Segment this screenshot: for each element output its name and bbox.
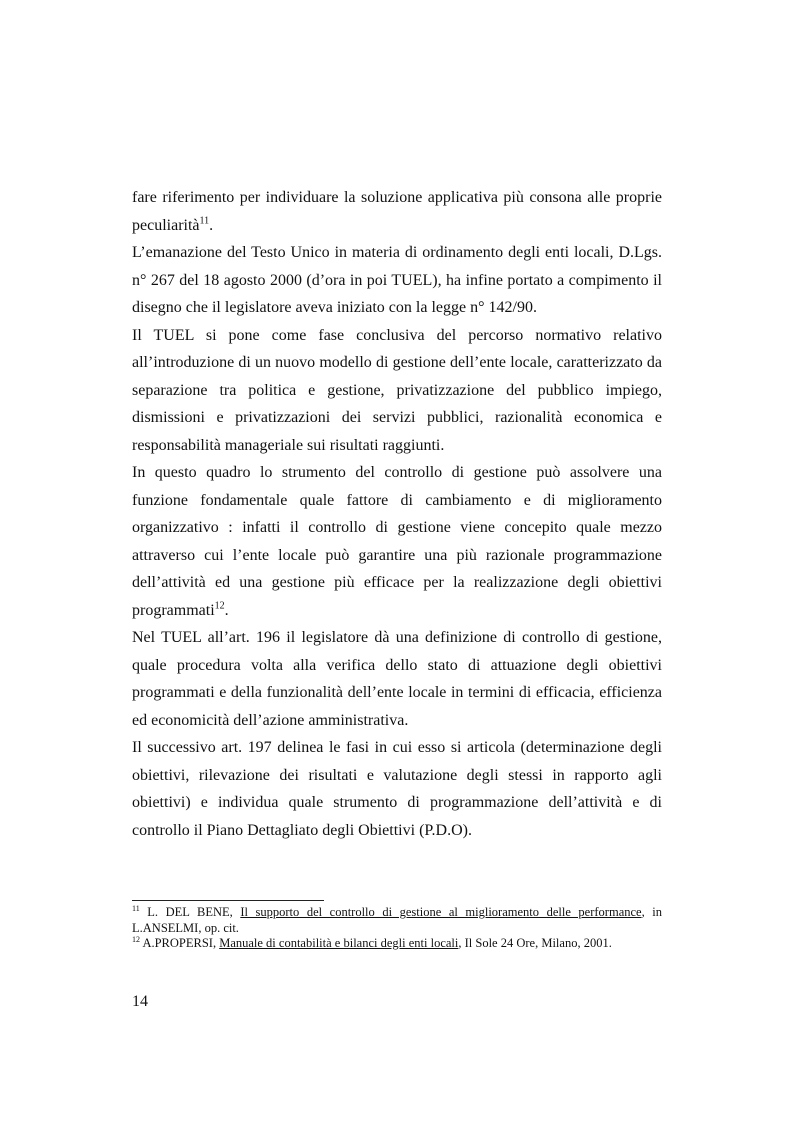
- paragraph-5: [132, 624, 662, 734]
- text-line: separazione tra politica e gestione, privatizzazione del pubblico impiego,: [132, 381, 662, 399]
- footnote-number: 12: [132, 934, 140, 944]
- paragraph-3: [132, 322, 662, 460]
- text-line: obiettivi) e individua quale strumento di programmazione dell’attività e di: [132, 794, 662, 811]
- footnote-title: Manuale di contabilità e bilanci degli enti locali: [219, 936, 459, 950]
- text-line: programmati e della funzionalità dell’ente locale in termini di efficacia, efficienza: [132, 684, 662, 701]
- text-line: Nel TUEL all’art. 196 il legislatore dà una definizione di controllo di gestione,: [132, 629, 662, 646]
- text-line: Il successivo art. 197 delinea le fasi in cui esso si articola (determinazione degli: [132, 739, 662, 756]
- paragraph-6: [132, 734, 662, 844]
- text-line: L’emanazione del Testo Unico in materia di ordinamento degli enti locali, D.Lgs.: [132, 244, 662, 261]
- page-number: 14: [132, 993, 148, 1010]
- footnote-11: [132, 905, 662, 921]
- footnote-ref-11[interactable]: 11: [199, 215, 210, 227]
- text-line: dell’attività ed una gestione più efficace per la realizzazione degli obiettivi: [132, 574, 662, 591]
- text-line: controllo il Piano Dettagliato degli Obiettivi (P.D.O).: [132, 821, 472, 839]
- footnote-separator: [132, 900, 324, 901]
- text-line: disegno che il legislatore aveva iniziato con la legge n° 142/90.: [132, 299, 537, 316]
- footnote-text: , in: [641, 905, 663, 919]
- text-line: Il TUEL si pone come fase conclusiva del percorso normativo relativo: [132, 326, 662, 344]
- text-line: obiettivi, rilevazione dei risultati e valutazione degli stessi in rapporto agli: [132, 766, 662, 784]
- text-line: programmati$^{12}$.: [132, 600, 229, 619]
- footnote-text: , Il Sole 24 Ore, Milano, 2001.: [458, 936, 612, 950]
- text-line: ed economicità dell’azione amministrativa.: [132, 711, 409, 729]
- text-line: funzione fondamentale quale fattore di cambiamento e di miglioramento: [132, 491, 662, 509]
- body-text: [132, 184, 662, 844]
- footnote-author: A.PROPERSI,: [142, 936, 217, 950]
- footnote-author: L. DEL BENE,: [147, 905, 233, 919]
- footnotes: [132, 905, 662, 952]
- text-line: organizzativo : infatti il controllo di gestione viene concepito quale mezzo: [132, 519, 662, 536]
- footnote-11-continued: L.ANSELMI, op. cit.: [132, 920, 239, 935]
- text-line: responsabilità manageriale sui risultati raggiunti.: [132, 436, 445, 454]
- paragraph-2: [132, 239, 662, 322]
- text-line: attraverso cui l’ente locale può garantire una più razionale programmazione: [132, 546, 662, 564]
- footnote-title: Il supporto del controllo di gestione al miglioramento delle performance: [240, 905, 642, 919]
- paragraph-1: [132, 184, 662, 239]
- paragraph-4: [132, 459, 662, 624]
- text-line: all’introduzione di un nuovo modello di gestione dell’ente locale, caratterizzato da: [132, 354, 662, 371]
- footnote-ref-12[interactable]: 12: [214, 600, 225, 612]
- footnote-number: 11: [132, 903, 140, 913]
- footnote-12: [132, 936, 662, 952]
- text-line: peculiarità$^{11}$.: [132, 215, 214, 234]
- text-line: In questo quadro lo strumento del controllo di gestione può assolvere una: [132, 464, 662, 481]
- text-line: fare riferimento per individuare la soluzione applicativa più consona alle proprie: [132, 189, 662, 206]
- text-line: quale procedura volta alla verifica dello stato di attuazione degli obiettivi: [132, 656, 662, 674]
- text-line: dismissioni e privatizzazioni dei servizi pubblici, razionalità economica e: [132, 409, 662, 426]
- text-line: n° 267 del 18 agosto 2000 (d’ora in poi TUEL), ha infine portato a compimento il: [132, 271, 662, 289]
